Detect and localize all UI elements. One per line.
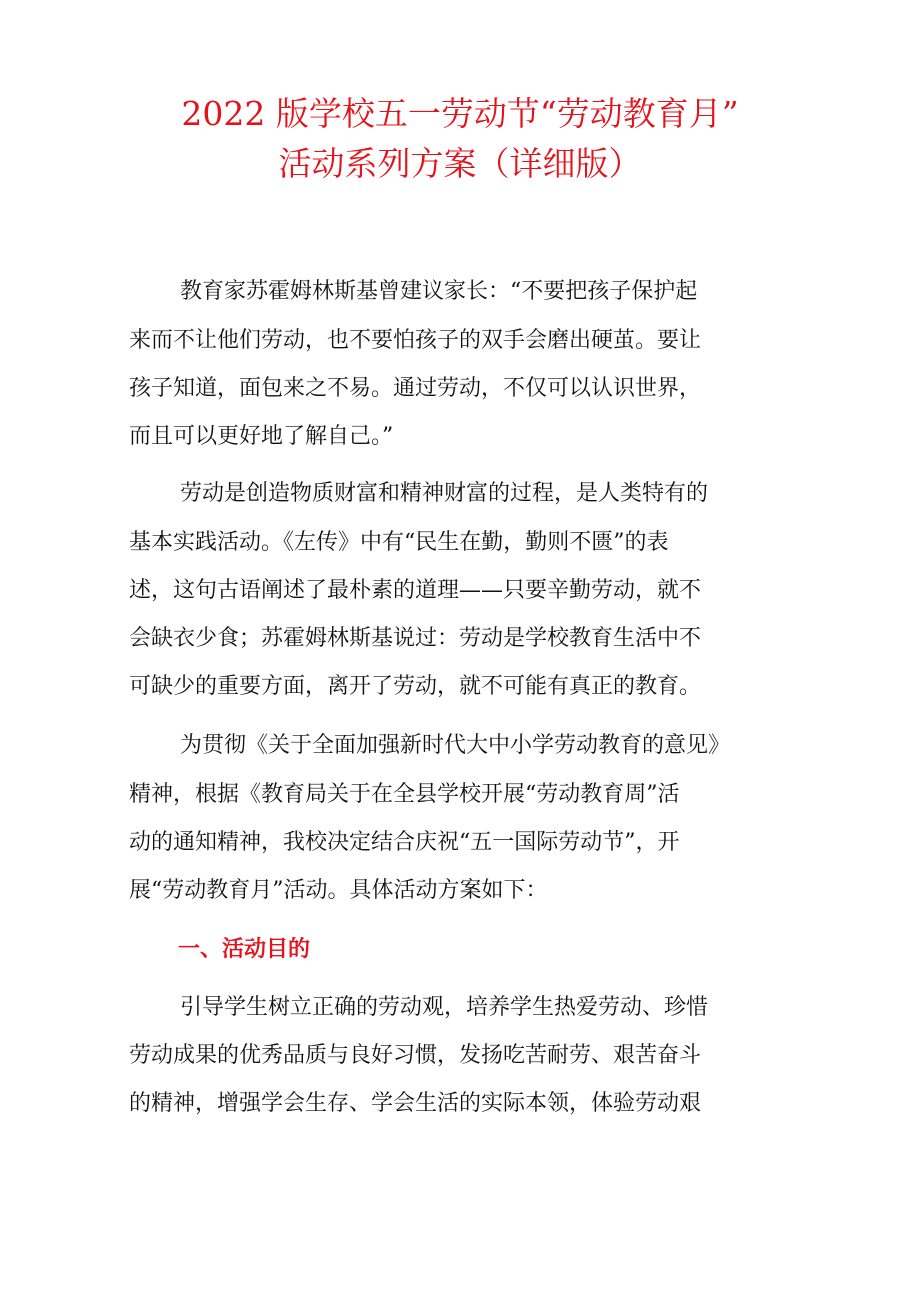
section-1-line-3: 的精神，增强学会生存、学会生活的实际本领，体验劳动艰 [129,1091,702,1116]
paragraph-3-line-1: 为贯彻《关于全面加强新时代大中小学劳动教育的意见》 [180,733,731,758]
paragraph-2-line-1: 劳动是创造物质财富和精神财富的过程，是人类特有的 [180,481,709,506]
paragraph-2-line-2: 基本实践活动。《左传》中有“民生在勤，勤则不匮”的表 [129,530,669,555]
section-1-heading: 一、活动目的 [178,936,311,962]
paragraph-1-line-3: 孩子知道，面包来之不易。通过劳动，不仅可以认识世界， [129,376,702,401]
document-title-line-2: 活动系列方案（详细版） [278,144,642,183]
paragraph-2-line-3: 述，这句古语阐述了最朴素的道理——只要辛勤劳动，就不 [129,578,702,603]
paragraph-3-line-4: 展“劳动教育月”活动。具体活动方案如下： [129,878,548,903]
paragraph-2-line-4: 会缺衣少食；苏霍姆林斯基说过：劳动是学校教育生活中不 [129,626,702,651]
paragraph-1-line-4: 而且可以更好地了解自己。” [129,424,394,449]
paragraph-3-line-2: 精神，根据《教育局关于在全县学校开展“劳动教育周”活 [129,782,680,807]
paragraph-2-line-5: 可缺少的重要方面，离开了劳动，就不可能有真正的教育。 [129,674,702,699]
paragraph-1-line-2: 来而不让他们劳动，也不要怕孩子的双手会磨出硬茧。要让 [129,328,702,353]
document-title-line-1: 2022 版学校五一劳动节“劳动教育月” [181,94,739,133]
section-1-line-2: 劳动成果的优秀品质与良好习惯，发扬吃苦耐劳、艰苦奋斗 [129,1043,702,1068]
paragraph-3-line-3: 动的通知精神，我校决定结合庆祝“五一国际劳动节”，开 [129,830,680,855]
section-1-line-1: 引导学生树立正确的劳动观，培养学生热爱劳动、珍惜 [180,995,709,1020]
paragraph-1-line-1: 教育家苏霍姆林斯基曾建议家长：“不要把孩子保护起 [180,279,698,304]
